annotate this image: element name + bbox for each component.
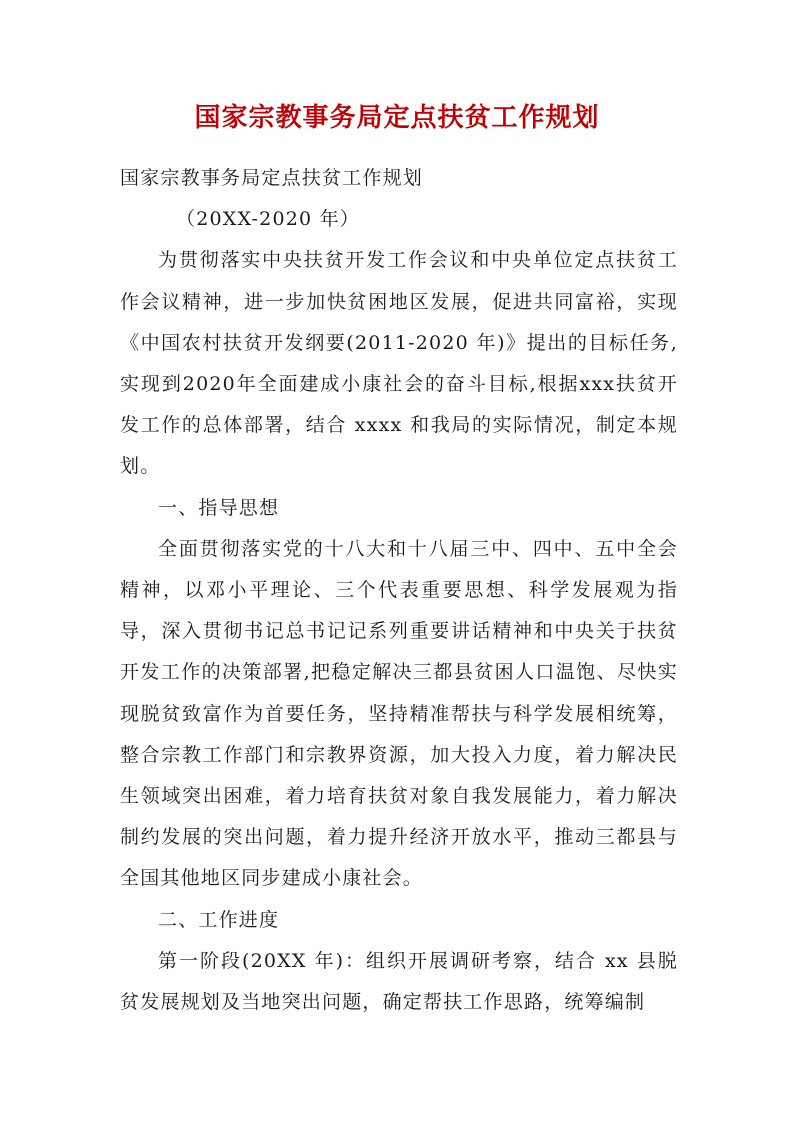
intro-paragraph: 为贯彻落实中央扶贫开发工作会议和中央单位定点扶贫工作会议精神，进一步加快贫困地区发展，促进共同富裕，实现《中国农村扶贫开发纲要(2011-2020 年)》提出的目标任务,实现到2020年全面建成小康社会的奋斗目标,根据xxx扶贫开发工作的总体部署，结合 xxxx 和我局的实际情况，制定本规划。 <box>120 249 678 478</box>
stage-one-paragraph: 第一阶段(20XX 年)：组织开展调研考察，结合 xx 县脱贫发展规划及当地突出问题，确定帮扶工作思路，统筹编制 <box>120 949 678 1014</box>
guiding-thought-paragraph: 全面贯彻落实党的十八大和十八届三中、四中、五中全会精神，以邓小平理论、三个代表重要思想、科学发展观为指导，深入贯彻书记总书记记系列重要讲话精神和中央关于扶贫开发工作的决策部署,把稳定解决三都县贫困人口温饱、尽快实现脱贫致富作为首要任务，坚持精准帮扶与科学发展相统筹，整合宗教工作部门和宗教界资源，加大投入力度，着力解决民生领域突出困难，着力培育扶贫对象自我发展能力，着力解决制约发展的突出问题，着力提升经济开放水平，推动三都县与全国其他地区同步建成小康社会。 <box>120 537 678 890</box>
plan-period: （20XX-2020 年） <box>176 208 360 231</box>
document-body <box>120 158 678 1023</box>
section-heading-guiding-thought: 一、指导思想 <box>158 496 280 519</box>
document-title: 国家宗教事务局定点扶贫工作规划 <box>194 103 600 133</box>
section-heading-work-progress: 二、工作进度 <box>158 908 280 931</box>
document-subtitle: 国家宗教事务局定点扶贫工作规划 <box>120 167 424 189</box>
